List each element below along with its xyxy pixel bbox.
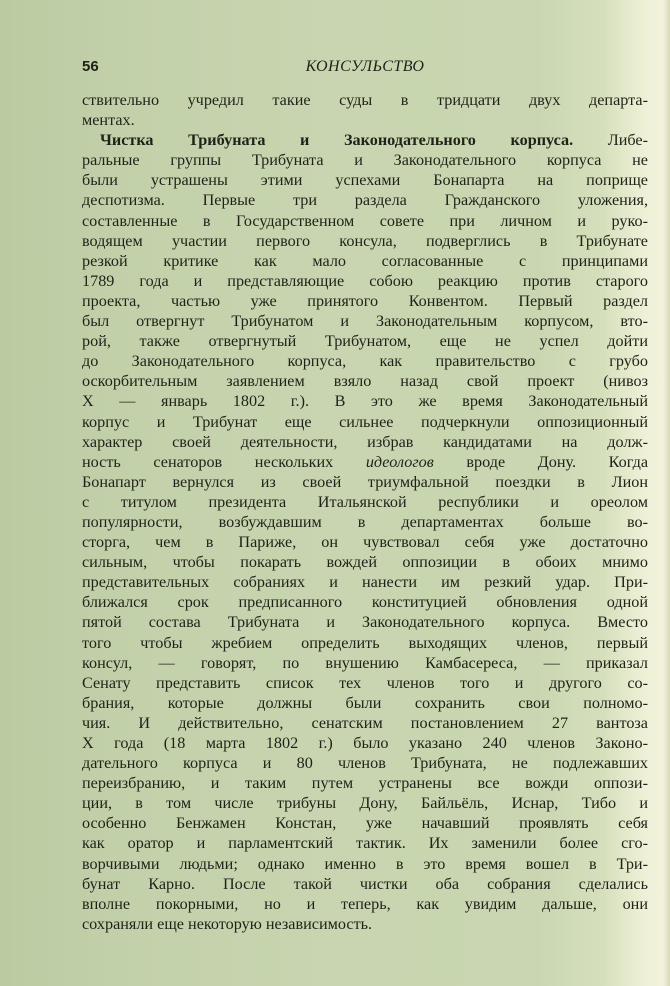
text-line: ближался срок предписанного конституцией обновления одной [82, 593, 648, 612]
text-line: характер своей деятельности, избрав кандидатами на долж- [82, 432, 648, 451]
text-line: представительных собраниях и нанести им резкий удар. При- [82, 573, 648, 592]
text-line: брания, которые должны были сохранить свои полномо- [82, 693, 648, 712]
text-line: чия. И действительно, сенатским постановлением 27 вантоза [82, 713, 648, 732]
text-line: рой, также отвергнутый Трибунатом, еще не успел дойти [82, 332, 648, 351]
text-line: ции, в том числе трибуны Дону, Байльёль, Иснар, Тибо и [82, 794, 648, 813]
text-line: Сенату представить список тех членов того и другого со- [82, 673, 648, 692]
text-line: были устрашены этими успехами Бонапарта на поприще [82, 171, 648, 190]
text-line: того чтобы жребием определить выходящих членов, первый [82, 633, 648, 652]
text-line: деспотизма. Первые три раздела Гражданского уложения, [82, 191, 648, 210]
text-line: консул, — говорят, по внушению Камбасереса, — приказал [82, 653, 648, 672]
section-heading-line [82, 130, 648, 150]
page-number: 56 [82, 58, 99, 75]
text-line: ментах. [82, 111, 135, 130]
section-heading: Чистка Трибуната и Законодательного корпуса. [100, 131, 574, 150]
text-line: сильным, чтобы покарать вождей оппозиции в обоих мнимо [82, 553, 648, 572]
text-line: с титулом президента Итальянской республики и ореолом [82, 492, 648, 511]
text-fragment: ность сенаторов нескольких [82, 452, 334, 471]
italic-term: идеологов [365, 452, 434, 471]
running-title: КОНСУЛЬСТВО [305, 58, 425, 75]
text-line: резкой критике как мало согласованные с принципами [82, 251, 648, 270]
text-line: оскорбительным заявлением взяло назад свой проект (нивоз [82, 372, 648, 391]
book-page [82, 58, 648, 934]
page-header [82, 58, 648, 82]
text-line-with-italic [82, 452, 648, 472]
text-line: ствительно учредил такие суды в тридцати двух департа- [82, 91, 648, 109]
text-line: до Законодательного корпуса, как правительство с грубо [82, 352, 648, 371]
text-line: составленные в Государственном совете при личном и руко- [82, 211, 648, 230]
text-line: 1789 года и представляющие собою реакцию против старого [82, 271, 648, 290]
text-line: X — январь 1802 г.). В это же время Законодательный [82, 392, 648, 411]
text-line: как оратор и парламентский тактик. Их заменили более сго- [82, 834, 648, 853]
text-line: Бонапарт вернулся из своей триумфальной поездки в Лион [82, 472, 648, 491]
text-fragment: Либе- [607, 131, 648, 150]
text-line: был отвергнут Трибунатом и Законодательным корпусом, вто- [82, 312, 648, 331]
text-line: популярности, возбуждавшим в департаментах больше во- [82, 512, 648, 531]
text-line: особенно Бенжамен Констан, уже начавший проявлять себя [82, 814, 648, 833]
text-line: водящем участии первого консула, подверглись в Трибунате [82, 231, 648, 250]
text-line: проекта, частью уже принятого Конвентом. Первый раздел [82, 291, 648, 310]
text-line: ральные группы Трибуната и Законодательного корпуса не [82, 151, 648, 170]
text-line: X года (18 марта 1802 г.) было указано 240 членов Законо- [82, 734, 648, 752]
text-line: вполне покорными, но и теперь, как увидим дальше, они [82, 894, 648, 913]
text-line: сохраняли еще некоторую независимость. [82, 914, 373, 933]
text-line: бунат Карно. После такой чистки оба собрания сделались [82, 874, 648, 893]
text-line: пятой состава Трибуната и Законодательного корпуса. Вместо [82, 613, 648, 632]
body-text [82, 90, 648, 934]
text-line: переизбранию, и таким путем устранены все вожди оппози- [82, 774, 648, 793]
text-line: корпус и Трибунат еще сильнее подчеркнули оппозиционный [82, 412, 648, 431]
text-line: ворчивыми людьми; однако именно в это время вошел в Три- [82, 854, 648, 873]
text-fragment: вроде Дону. Когда [466, 452, 649, 471]
text-line: сторга, чем в Париже, он чувствовал себя уже достаточно [82, 533, 648, 552]
text-line: дательного корпуса и 80 членов Трибуната, не подлежавших [82, 754, 648, 773]
